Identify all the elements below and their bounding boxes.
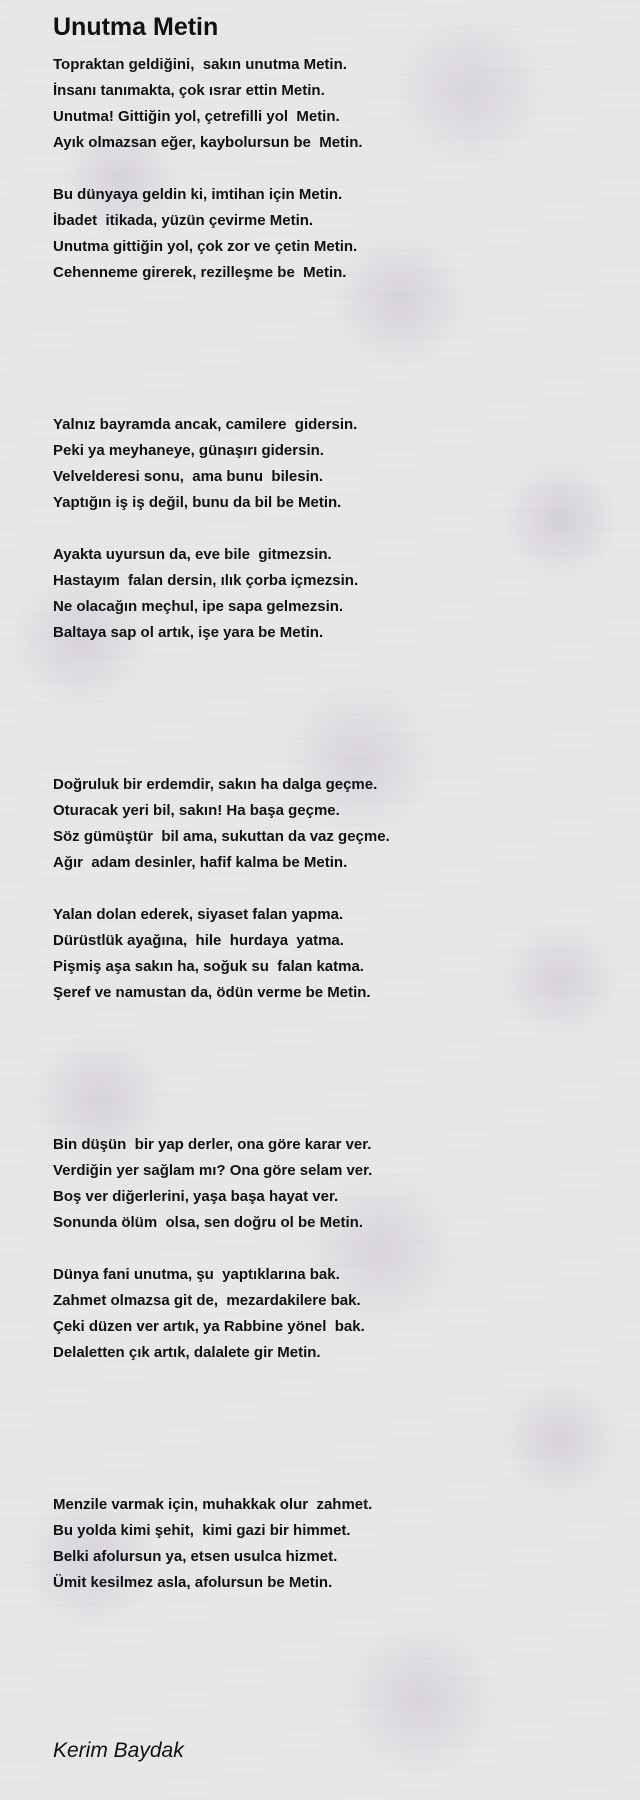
poem-line: Dürüstlük ayağına, hile hurdaya yatma. bbox=[53, 932, 344, 949]
stanza bbox=[53, 1132, 613, 1236]
poem-title: Unutma Metin bbox=[53, 13, 219, 41]
poem-line: Söz gümüştür bil ama, sukuttan da vaz geçme. bbox=[53, 828, 390, 845]
poem-line: Velvelderesi sonu, ama bunu bilesin. bbox=[53, 468, 324, 485]
poem-line: Ayık olmazsan eğer, kaybolursun be Metin. bbox=[53, 134, 363, 151]
poem-line: Verdiğin yer sağlam mı? Ona göre selam ver. bbox=[53, 1162, 373, 1179]
poem-line: Sonunda ölüm olsa, sen doğru ol be Metin. bbox=[53, 1214, 364, 1231]
poem-line: İbadet itikada, yüzün çevirme Metin. bbox=[53, 212, 314, 229]
poem-line: Ümit kesilmez asla, afolursun be Metin. bbox=[53, 1574, 333, 1591]
poem-line: Şeref ve namustan da, ödün verme be Metin. bbox=[53, 984, 371, 1001]
stanza bbox=[53, 542, 613, 646]
poem-line: Boş ver diğerlerini, yaşa başa hayat ver. bbox=[53, 1188, 339, 1205]
poem-line: Ne olacağın meçhul, ipe sapa gelmezsin. bbox=[53, 598, 344, 615]
stanza-gap bbox=[53, 1236, 613, 1262]
poem-line: Doğruluk bir erdemdir, sakın ha dalga geçme. bbox=[53, 776, 378, 793]
poem-line: Pişmiş aşa sakın ha, soğuk su falan katma. bbox=[53, 958, 364, 975]
section-gap bbox=[53, 1366, 613, 1492]
poem-line: Ayakta uyursun da, eve bile gitmezsin. bbox=[53, 546, 332, 563]
section-gap bbox=[53, 286, 613, 412]
poem-line: Oturacak yeri bil, sakın! Ha başa geçme. bbox=[53, 802, 340, 819]
stanza-gap bbox=[53, 876, 613, 902]
poem-line: Hastayım falan dersin, ılık çorba içmezsin. bbox=[53, 572, 359, 589]
stanza bbox=[53, 52, 613, 156]
stanza bbox=[53, 772, 613, 876]
poem-line: Dünya fani unutma, şu yaptıklarına bak. bbox=[53, 1266, 340, 1283]
poem-line: Bin düşün bir yap derler, ona göre karar ver. bbox=[53, 1136, 372, 1153]
poem-line: Yaptığın iş iş değil, bunu da bil be Metin. bbox=[53, 494, 342, 511]
author-name: Kerim Baydak bbox=[53, 1739, 184, 1762]
stanza bbox=[53, 1492, 613, 1596]
poem-line: Bu yolda kimi şehit, kimi gazi bir himmet. bbox=[53, 1522, 351, 1539]
stanza-gap bbox=[53, 156, 613, 182]
poem-line: Çeki düzen ver artık, ya Rabbine yönel bak. bbox=[53, 1318, 365, 1335]
stanza bbox=[53, 182, 613, 286]
poem-line: Menzile varmak için, muhakkak olur zahmet. bbox=[53, 1496, 373, 1513]
poem-line: Unutma gittiğin yol, çok zor ve çetin Metin. bbox=[53, 238, 358, 255]
poem-line: Ağır adam desinler, hafif kalma be Metin. bbox=[53, 854, 348, 871]
stanza bbox=[53, 1262, 613, 1366]
poem-line: Zahmet olmazsa git de, mezardakilere bak. bbox=[53, 1292, 361, 1309]
stanza bbox=[53, 412, 613, 516]
section-gap bbox=[53, 646, 613, 772]
poem-line: Peki ya meyhaneye, günaşırı gidersin. bbox=[53, 442, 324, 459]
stanza-gap bbox=[53, 516, 613, 542]
stanza bbox=[53, 902, 613, 1006]
poem-body bbox=[53, 52, 613, 1596]
poem-line: Cehenneme girerek, rezilleşme be Metin. bbox=[53, 264, 347, 281]
poem-line: Yalnız bayramda ancak, camilere gidersin. bbox=[53, 416, 358, 433]
poem-line: Belki afolursun ya, etsen usulca hizmet. bbox=[53, 1548, 338, 1565]
poem-line: Unutma! Gittiğin yol, çetrefilli yol Metin. bbox=[53, 108, 340, 125]
poem-line: Bu dünyaya geldin ki, imtihan için Metin. bbox=[53, 186, 343, 203]
poem-line: İnsanı tanımakta, çok ısrar ettin Metin. bbox=[53, 82, 325, 99]
poem-line: Delaletten çık artık, dalalete gir Metin. bbox=[53, 1344, 321, 1361]
section-gap bbox=[53, 1006, 613, 1132]
poem-line: Topraktan geldiğini, sakın unutma Metin. bbox=[53, 56, 347, 73]
poem-line: Yalan dolan ederek, siyaset falan yapma. bbox=[53, 906, 344, 923]
poem-line: Baltaya sap ol artık, işe yara be Metin. bbox=[53, 624, 324, 641]
